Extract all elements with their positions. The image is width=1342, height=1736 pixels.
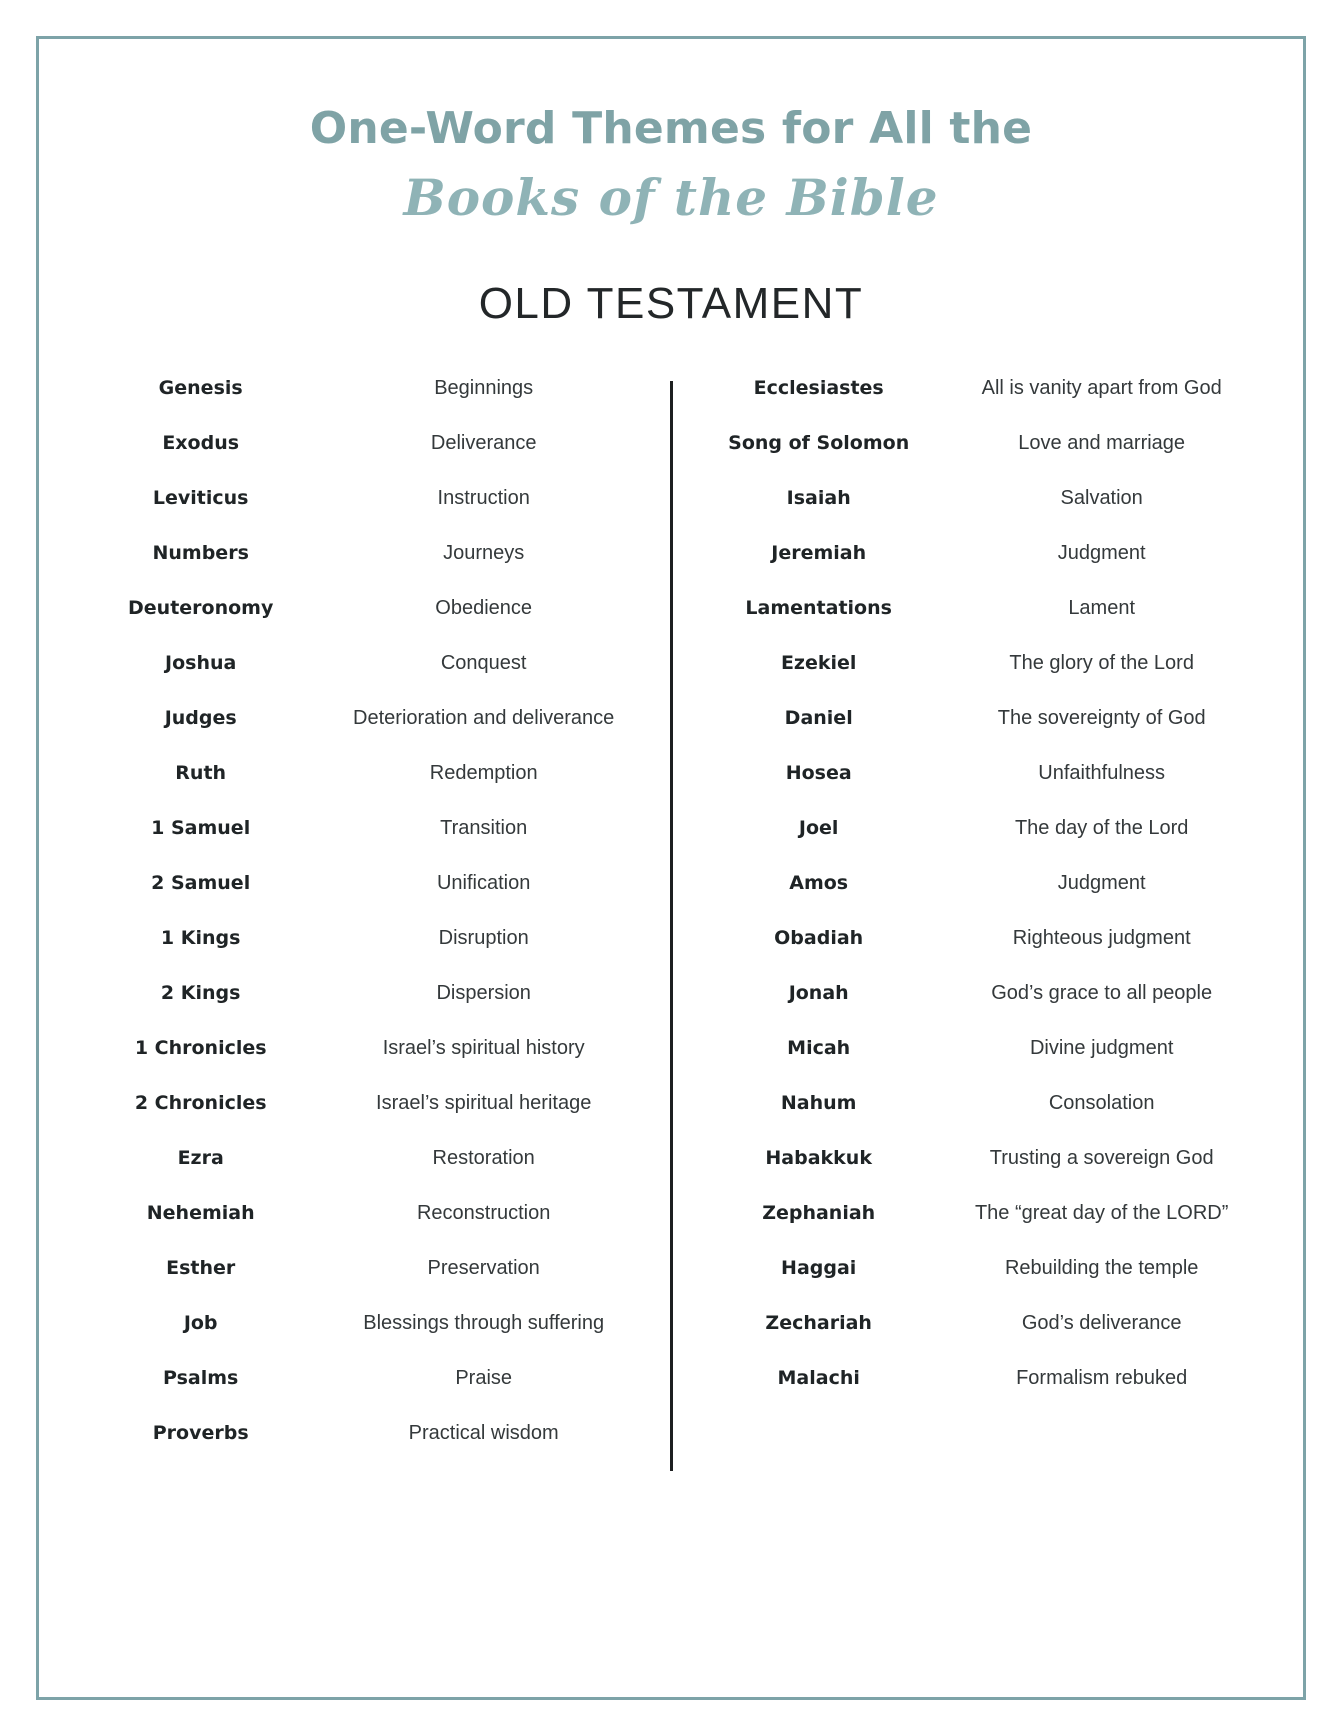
- table-row: [697, 1367, 1263, 1422]
- table-row: [697, 982, 1263, 1037]
- table-row: [79, 707, 645, 762]
- book-theme: Judgment: [1057, 872, 1146, 894]
- book-name: Deuteronomy: [128, 597, 274, 619]
- book-name: Amos: [789, 872, 849, 894]
- book-theme: Obedience: [435, 597, 533, 619]
- book-theme: All is vanity apart from God: [981, 377, 1222, 399]
- book-theme: Preservation: [427, 1257, 540, 1279]
- table-row: [697, 817, 1263, 872]
- table-row: [79, 432, 645, 487]
- book-theme: Rebuilding the temple: [1004, 1257, 1199, 1279]
- page-title-line-two: Books of the Bible: [403, 168, 939, 227]
- book-name: 1 Samuel: [151, 817, 251, 839]
- book-name: Leviticus: [152, 487, 249, 509]
- page-title-line-one: One-Word Themes for All the: [309, 103, 1033, 154]
- book-theme: The glory of the Lord: [1009, 652, 1194, 674]
- book-theme: Blessings through suffering: [363, 1312, 605, 1334]
- book-theme: Israel’s spiritual heritage: [376, 1092, 592, 1114]
- book-name: Job: [183, 1312, 218, 1334]
- table-row: [697, 432, 1263, 487]
- book-theme: Deterioration and deliverance: [353, 707, 615, 729]
- book-name: Habakkuk: [765, 1147, 872, 1169]
- table-row: [79, 927, 645, 982]
- book-name: 2 Samuel: [151, 872, 251, 894]
- book-theme: Consolation: [1048, 1092, 1155, 1114]
- book-theme: The sovereignty of God: [997, 707, 1206, 729]
- table-row: [697, 762, 1263, 817]
- table-row: [79, 1202, 645, 1257]
- book-theme: Salvation: [1060, 487, 1143, 509]
- book-theme: Trusting a sovereign God: [989, 1147, 1214, 1169]
- right-column: [671, 377, 1263, 1477]
- table-row: [697, 487, 1263, 542]
- table-row: [79, 652, 645, 707]
- book-theme: God’s grace to all people: [991, 982, 1213, 1004]
- book-name: Numbers: [152, 542, 249, 564]
- table-row: [697, 927, 1263, 982]
- book-theme: Instruction: [437, 487, 530, 509]
- book-name: Isaiah: [786, 487, 851, 509]
- book-theme: Formalism rebuked: [1016, 1367, 1188, 1389]
- book-name: Ezekiel: [780, 652, 857, 674]
- left-column: [79, 377, 671, 1477]
- book-name: Ezra: [177, 1147, 224, 1169]
- page-border-frame: [36, 36, 1306, 1700]
- book-theme: Judgment: [1057, 542, 1146, 564]
- table-row: [79, 487, 645, 542]
- book-theme: Unification: [436, 872, 531, 894]
- book-theme: Israel’s spiritual history: [382, 1037, 585, 1059]
- table-row: [79, 377, 645, 432]
- book-theme: God’s deliverance: [1021, 1312, 1182, 1334]
- book-theme: Practical wisdom: [408, 1422, 559, 1444]
- table-row: [79, 1257, 645, 1312]
- book-name: Malachi: [777, 1367, 860, 1389]
- book-name: Nehemiah: [146, 1202, 255, 1224]
- book-name: Nahum: [780, 1092, 857, 1114]
- book-name: Esther: [166, 1257, 236, 1279]
- table-row: [79, 1037, 645, 1092]
- book-theme: Lament: [1068, 597, 1136, 619]
- table-row: [697, 707, 1263, 762]
- book-name: Obadiah: [774, 927, 864, 949]
- book-theme: Righteous judgment: [1012, 927, 1191, 949]
- table-row: [79, 1422, 645, 1477]
- book-theme: Journeys: [443, 542, 525, 564]
- book-theme: Restoration: [432, 1147, 535, 1169]
- book-name: Joshua: [165, 652, 237, 674]
- table-row: [697, 1257, 1263, 1312]
- table-row: [697, 542, 1263, 597]
- book-name: Jonah: [788, 982, 849, 1004]
- table-row: [697, 1037, 1263, 1092]
- book-name: Ecclesiastes: [753, 377, 884, 399]
- book-name: Judges: [164, 707, 237, 729]
- table-row: [79, 817, 645, 872]
- table-row: [79, 1367, 645, 1422]
- book-name: Zechariah: [765, 1312, 872, 1334]
- book-name: Ruth: [175, 762, 227, 784]
- table-row: [697, 652, 1263, 707]
- book-theme: The “great day of the LORD”: [974, 1202, 1229, 1224]
- table-row: [79, 872, 645, 927]
- book-name: Jeremiah: [771, 542, 867, 564]
- book-theme: Deliverance: [430, 432, 537, 454]
- book-theme: Conquest: [440, 652, 527, 674]
- book-theme: Dispersion: [436, 982, 531, 1004]
- table-row: [697, 597, 1263, 652]
- book-theme: Reconstruction: [416, 1202, 551, 1224]
- book-name: Zephaniah: [762, 1202, 876, 1224]
- book-name: Proverbs: [152, 1422, 249, 1444]
- book-theme: Beginnings: [434, 377, 534, 399]
- book-name: 2 Kings: [160, 982, 241, 1004]
- book-theme: Divine judgment: [1029, 1037, 1174, 1059]
- book-name: Hosea: [785, 762, 852, 784]
- table-row: [697, 1202, 1263, 1257]
- book-theme: Love and marriage: [1018, 432, 1186, 454]
- book-name: Exodus: [162, 432, 240, 454]
- section-heading-old-testament: OLD TESTAMENT: [478, 279, 864, 328]
- book-name: Song of Solomon: [728, 432, 910, 454]
- table-row: [79, 542, 645, 597]
- table-row: [697, 1312, 1263, 1367]
- table-row: [697, 1147, 1263, 1202]
- book-theme: Transition: [440, 817, 528, 839]
- book-theme: The day of the Lord: [1014, 817, 1189, 839]
- table-row: [79, 982, 645, 1037]
- book-theme: Disruption: [438, 927, 529, 949]
- table-row: [697, 377, 1263, 432]
- book-name: 2 Chronicles: [134, 1092, 267, 1114]
- table-row: [79, 1092, 645, 1147]
- book-name: Daniel: [784, 707, 853, 729]
- book-name: 1 Chronicles: [134, 1037, 267, 1059]
- book-name: Genesis: [158, 377, 243, 399]
- table-row: [79, 762, 645, 817]
- book-theme: Redemption: [429, 762, 538, 784]
- book-theme: Unfaithfulness: [1038, 762, 1166, 784]
- book-theme: Praise: [455, 1367, 513, 1389]
- book-name: Psalms: [163, 1367, 239, 1389]
- book-name: Joel: [798, 817, 839, 839]
- book-name: Haggai: [781, 1257, 857, 1279]
- table-row: [697, 1092, 1263, 1147]
- book-name: Micah: [787, 1037, 851, 1059]
- column-divider: [670, 381, 673, 1471]
- book-name: Lamentations: [745, 597, 892, 619]
- table-row: [79, 1312, 645, 1367]
- table-row: [697, 872, 1263, 927]
- table-row: [79, 1147, 645, 1202]
- book-name: 1 Kings: [160, 927, 241, 949]
- book-theme-columns: [79, 377, 1263, 1477]
- table-row: [79, 597, 645, 652]
